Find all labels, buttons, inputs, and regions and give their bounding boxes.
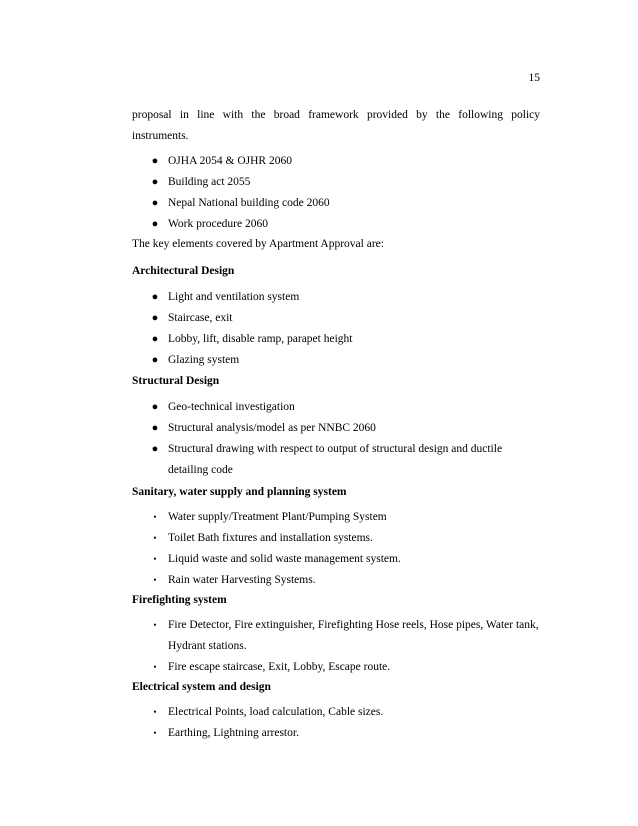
list-item: ● Lobby, lift, disable ramp, parapet height	[132, 329, 540, 350]
page-number: 15	[528, 72, 540, 84]
key-elements-text: The key elements covered by Apartment Approval are:	[132, 238, 384, 250]
bullet-icon: ●	[151, 218, 159, 230]
bullet-icon: ●	[151, 401, 159, 413]
bullet-icon: •	[153, 554, 157, 564]
list-item: • Water supply/Treatment Plant/Pumping System	[132, 507, 540, 528]
intro-paragraph	[132, 105, 540, 147]
bullet-icon: •	[153, 620, 157, 630]
list-item: • Electrical Points, load calculation, Cable sizes.	[132, 702, 540, 723]
list-item: ● Building act 2055	[132, 172, 540, 193]
sanitary-list	[132, 507, 540, 591]
section-heading-firefighting: Firefighting system	[132, 594, 227, 606]
intro-line-2: instruments.	[132, 130, 189, 142]
bullet-icon: ●	[151, 312, 159, 324]
list-item: • Rain water Harvesting Systems.	[132, 570, 540, 591]
structural-list	[132, 397, 540, 481]
policy-instruments-list	[132, 151, 540, 235]
list-item: ● Structural drawing with respect to output of structural design and ductile detailing code	[132, 439, 540, 481]
list-item: • Liquid waste and solid waste management system.	[132, 549, 540, 570]
electrical-list	[132, 702, 540, 744]
section-heading-sanitary: Sanitary, water supply and planning system	[132, 486, 347, 498]
bullet-icon: •	[153, 662, 157, 672]
section-heading-structural: Structural Design	[132, 375, 220, 387]
bullet-icon: ●	[151, 354, 159, 366]
bullet-icon: ●	[151, 176, 159, 188]
bullet-icon: •	[153, 728, 157, 738]
bullet-icon: ●	[151, 443, 159, 455]
list-item: ● Staircase, exit	[132, 308, 540, 329]
bullet-icon: •	[153, 533, 157, 543]
section-heading-electrical: Electrical system and design	[132, 681, 271, 693]
list-item: ● Work procedure 2060	[132, 214, 540, 235]
list-item: ● OJHA 2054 & OJHR 2060	[132, 151, 540, 172]
bullet-icon: •	[153, 575, 157, 585]
list-item: ● Structural analysis/model as per NNBC 2060	[132, 418, 540, 439]
list-item: • Earthing, Lightning arrestor.	[132, 723, 540, 744]
list-item: • Fire escape staircase, Exit, Lobby, Escape route.	[132, 657, 540, 678]
list-item: ● Nepal National building code 2060	[132, 193, 540, 214]
bullet-icon: ●	[151, 333, 159, 345]
list-item: • Fire Detector, Fire extinguisher, Firefighting Hose reels, Hose pipes, Water tank, Hydrant stations.	[132, 615, 540, 657]
bullet-icon: •	[153, 512, 157, 522]
bullet-icon: ●	[151, 291, 159, 303]
list-item: • Toilet Bath fixtures and installation systems.	[132, 528, 540, 549]
list-item: ● Light and ventilation system	[132, 287, 540, 308]
bullet-icon: ●	[151, 422, 159, 434]
section-heading-architectural: Architectural Design	[132, 265, 235, 277]
bullet-icon: ●	[151, 197, 159, 209]
intro-line-1: proposal in line with the broad framework provided by the following policy	[132, 109, 540, 121]
bullet-icon: •	[153, 707, 157, 717]
list-item: ● Geo-technical investigation	[132, 397, 540, 418]
architectural-list	[132, 287, 540, 371]
firefighting-list	[132, 615, 540, 678]
list-item: ● Glazing system	[132, 350, 540, 371]
bullet-icon: ●	[151, 155, 159, 167]
